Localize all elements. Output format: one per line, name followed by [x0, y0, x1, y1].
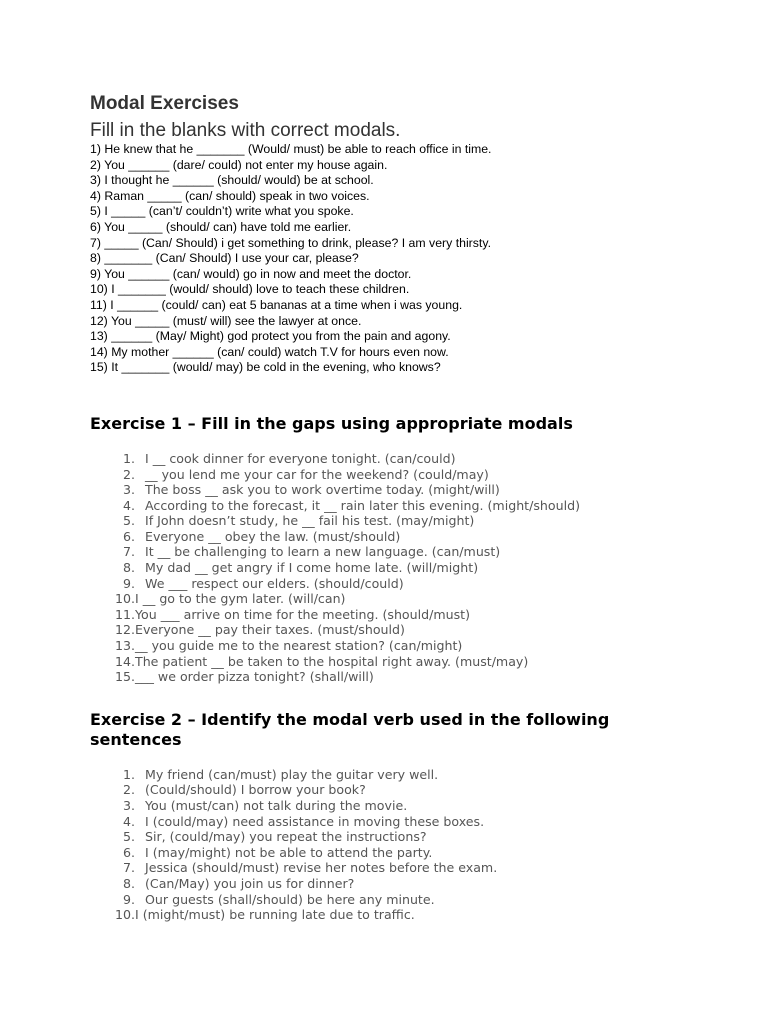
- item-text: ___ we order pizza tonight? (shall/will): [135, 669, 374, 685]
- exercise-item: [90, 654, 690, 670]
- exercise-1-list: [90, 451, 690, 685]
- item-text: __ you lend me your car for the weekend? (could/may): [145, 466, 489, 482]
- item-text: Everyone __ pay their taxes. (must/should): [135, 622, 405, 638]
- item-number: 8.: [122, 875, 135, 891]
- item-text: Sir, (could/may) you repeat the instructions?: [145, 829, 427, 845]
- item-text: My friend (can/must) play the guitar very well.: [145, 766, 439, 782]
- item-text: According to the forecast, it __ rain later this evening. (might/should): [145, 497, 580, 513]
- item-number: 7.: [122, 544, 135, 560]
- fill-blank-item: 4) Raman _____ (can/ should) speak in two voices.: [90, 188, 370, 203]
- item-text: (Could/should) I borrow your book?: [145, 782, 366, 798]
- exercise-item: [90, 829, 690, 845]
- item-number: 6.: [122, 844, 135, 860]
- item-number: 10.: [114, 907, 135, 923]
- item-number: 10.: [114, 591, 135, 607]
- item-number: 4.: [122, 497, 135, 513]
- exercise-2-heading: Exercise 2 – Identify the modal verb used in the following sentences: [90, 709, 610, 749]
- item-text: I (might/must) be running late due to traffic.: [135, 907, 415, 923]
- fill-blank-item: 12) You _____ (must/ will) see the lawyer at once.: [90, 313, 362, 328]
- item-text: I __ cook dinner for everyone tonight. (can/could): [145, 450, 456, 466]
- document-page: [90, 93, 690, 923]
- exercise-item: [90, 767, 690, 783]
- item-text: My dad __ get angry if I come home late. (will/might): [145, 560, 479, 576]
- exercise-item: [90, 467, 690, 483]
- item-number: 3.: [122, 798, 135, 813]
- exercise-item: [90, 669, 690, 685]
- fill-blank-item: 15) It _______ (would/ may) be cold in the evening, who knows?: [90, 360, 441, 375]
- item-number: 9.: [122, 575, 135, 591]
- item-text: The patient __ be taken to the hospital right away. (must/may): [135, 653, 529, 669]
- item-number: 3.: [122, 482, 135, 498]
- item-number: 2.: [122, 782, 135, 798]
- item-number: 15.: [114, 669, 135, 685]
- item-text: Everyone __ obey the law. (must/should): [145, 528, 401, 544]
- exercise-item: [90, 482, 690, 498]
- fill-blank-item: 10) I _______ (would/ should) love to teach these children.: [90, 282, 410, 297]
- exercise-item: [90, 622, 690, 638]
- exercise-item: [90, 498, 690, 514]
- exercise-item: [90, 544, 690, 560]
- page-subtitle: Fill in the blanks with correct modals.: [90, 120, 401, 141]
- item-number: 6.: [122, 528, 135, 544]
- item-number: 14.: [114, 653, 135, 669]
- fill-blank-item: 6) You _____ (should/ can) have told me earlier.: [90, 219, 352, 234]
- fill-blanks-list: [90, 142, 690, 376]
- item-text: The boss __ ask you to work overtime today. (might/will): [145, 482, 500, 498]
- item-text: We ___ respect our elders. (should/could): [145, 575, 404, 591]
- fill-blank-item: 1) He knew that he _______ (Would/ must) be able to reach office in time.: [90, 142, 492, 156]
- exercise-item: [90, 845, 690, 861]
- item-text: __ you guide me to the nearest station? (can/might): [135, 638, 463, 654]
- exercise-item: [90, 814, 690, 830]
- fill-blank-item: 8) _______ (Can/ Should) I use your car, please?: [90, 251, 359, 266]
- exercise-item: [90, 907, 690, 923]
- exercise-item: [90, 798, 690, 814]
- exercise-item: [90, 451, 690, 467]
- exercise-item: [90, 876, 690, 892]
- fill-blank-item: 11) I ______ (could/ can) eat 5 bananas at a time when i was young.: [90, 297, 463, 312]
- exercise-item: [90, 529, 690, 545]
- exercise-item: [90, 560, 690, 576]
- item-number: 2.: [122, 466, 135, 482]
- exercise-item: [90, 607, 690, 623]
- exercise-item: [90, 576, 690, 592]
- item-number: 4.: [122, 813, 135, 829]
- item-number: 11.: [114, 606, 135, 622]
- item-text: It __ be challenging to learn a new language. (can/must): [145, 544, 501, 560]
- fill-blank-item: 3) I thought he ______ (should/ would) be at school.: [90, 173, 374, 188]
- exercise-item: [90, 782, 690, 798]
- item-number: 5.: [122, 829, 135, 845]
- exercise-item: [90, 638, 690, 654]
- page-title: Modal Exercises: [90, 93, 239, 114]
- exercise-item: [90, 591, 690, 607]
- exercise-2-list: [90, 767, 690, 923]
- item-number: 7.: [122, 860, 135, 876]
- item-text: I (may/might) not be able to attend the party.: [145, 844, 433, 860]
- item-number: 1.: [122, 450, 135, 466]
- item-number: 12.: [114, 622, 135, 638]
- item-text: You ___ arrive on time for the meeting. (should/must): [135, 606, 471, 622]
- item-text: (Can/May) you join us for dinner?: [145, 875, 355, 891]
- exercise-item: [90, 892, 690, 908]
- item-text: I (could/may) need assistance in moving these boxes.: [145, 813, 485, 829]
- fill-blank-item: 5) I _____ (can’t/ couldn’t) write what you spoke.: [90, 204, 354, 219]
- item-number: 8.: [122, 560, 135, 576]
- item-number: 1.: [122, 766, 135, 782]
- fill-blank-item: 7) _____ (Can/ Should) i get something to drink, please? I am very thirsty.: [90, 235, 491, 250]
- exercise-item: [90, 860, 690, 876]
- exercise-item: [90, 513, 690, 529]
- item-text: I __ go to the gym later. (will/can): [135, 591, 346, 607]
- exercise-1-heading: Exercise 1 – Fill in the gaps using appropriate modals: [90, 413, 573, 433]
- fill-blank-item: 2) You ______ (dare/ could) not enter my house again.: [90, 157, 388, 172]
- fill-blank-item: 9) You ______ (can/ would) go in now and meet the doctor.: [90, 266, 412, 281]
- fill-blank-item: 13) ______ (May/ Might) god protect you from the pain and agony.: [90, 329, 451, 344]
- fill-blank-item: 14) My mother ______ (can/ could) watch T.V for hours even now.: [90, 344, 449, 359]
- item-text: If John doesn’t study, he __ fail his test. (may/might): [145, 513, 475, 529]
- item-number: 5.: [122, 513, 135, 529]
- item-number: 13.: [114, 638, 135, 654]
- item-text: You (must/can) not talk during the movie.: [145, 798, 408, 813]
- item-text: Our guests (shall/should) be here any minute.: [145, 891, 435, 907]
- item-number: 9.: [122, 891, 135, 907]
- item-text: Jessica (should/must) revise her notes before the exam.: [145, 860, 498, 876]
